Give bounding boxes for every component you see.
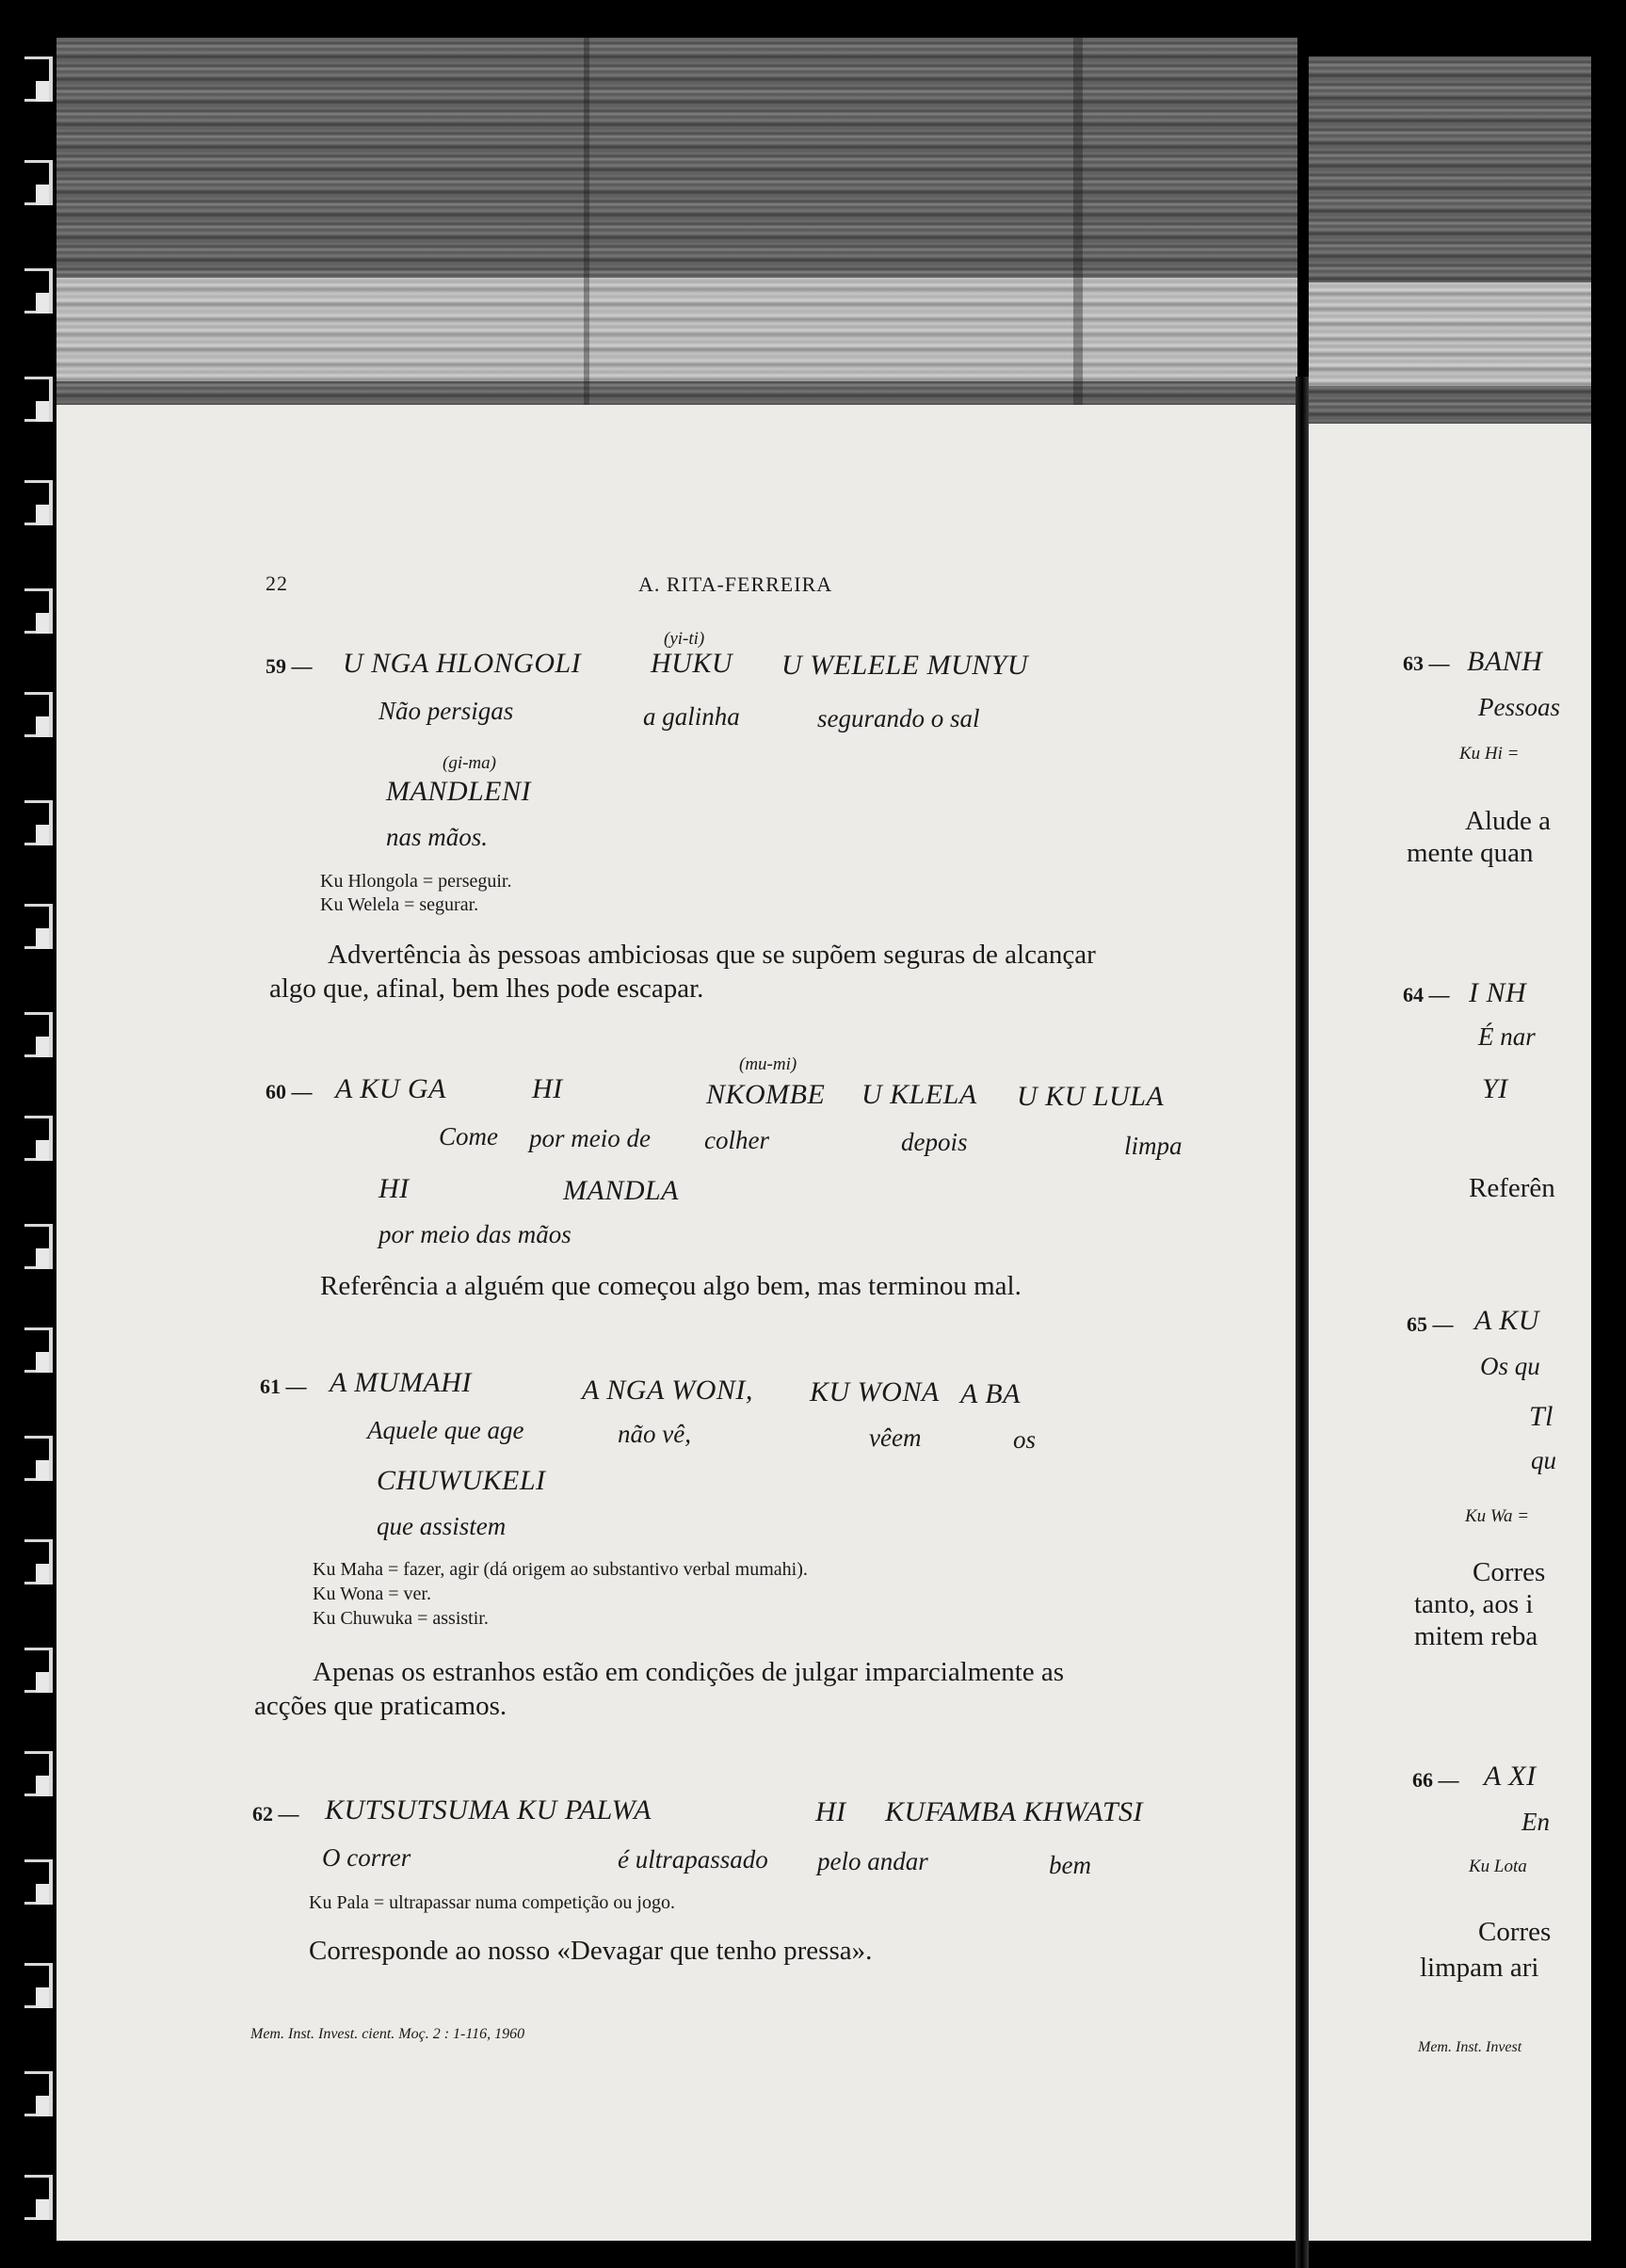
class-marker: (mu-mi) bbox=[739, 1054, 797, 1074]
scan-streak bbox=[584, 38, 589, 405]
commentary-line: Corresponde ao nosso «Devagar que tenho pressa». bbox=[309, 1936, 873, 1966]
fragment-text: Corres bbox=[1478, 1917, 1552, 1947]
binder-ring bbox=[24, 1539, 53, 1584]
commentary-line: acções que praticamos. bbox=[254, 1691, 507, 1721]
proverb-word: KU WONA bbox=[810, 1376, 940, 1407]
gloss-word: os bbox=[1013, 1425, 1037, 1454]
gloss-word: Não persigas bbox=[378, 697, 514, 725]
fragment-text: limpam ari bbox=[1420, 1953, 1539, 1983]
fragment-text: mitem reba bbox=[1414, 1621, 1538, 1651]
vocab-note: Ku Pala = ultrapassar numa competição ou jogo. bbox=[309, 1892, 675, 1913]
fragment-text: A XI bbox=[1484, 1761, 1537, 1792]
vocab-note: Ku Wona = ver. bbox=[313, 1584, 431, 1604]
binder-ring bbox=[24, 1859, 53, 1905]
binder-ring bbox=[24, 1116, 53, 1161]
fragment-text: Ku Wa = bbox=[1465, 1506, 1530, 1526]
proverb-word: MANDLENI bbox=[386, 776, 531, 807]
proverb-word: U KLELA bbox=[861, 1079, 977, 1110]
binder-ring bbox=[24, 1648, 53, 1693]
binder-ring bbox=[24, 1012, 53, 1057]
gloss-word: Aquele que age bbox=[367, 1416, 524, 1444]
fragment-text: tanto, aos i bbox=[1414, 1589, 1534, 1619]
fragment-text: Corres bbox=[1473, 1557, 1546, 1587]
proverb-word: A MUMAHI bbox=[330, 1367, 472, 1398]
entry-number: 62 — bbox=[252, 1802, 299, 1826]
proverb-word: KUFAMBA KHWATSI bbox=[885, 1796, 1144, 1827]
proverb-word: KUTSUTSUMA KU PALWA bbox=[325, 1794, 652, 1826]
gloss-word: bem bbox=[1049, 1851, 1091, 1879]
class-marker: (gi-ma) bbox=[443, 753, 496, 773]
scan-streak bbox=[1073, 38, 1083, 405]
binder-ring bbox=[24, 1224, 53, 1269]
vocab-note: Ku Chuwuka = assistir. bbox=[313, 1608, 489, 1629]
page-number: 22 bbox=[266, 571, 288, 595]
binder-ring bbox=[24, 1751, 53, 1796]
gloss-word: nas mãos. bbox=[386, 823, 489, 851]
binder-ring bbox=[24, 1327, 53, 1373]
commentary-line: Apenas os estranhos estão em condições de julgar imparcialmente as bbox=[313, 1657, 1065, 1687]
proverb-word: A NGA WONI, bbox=[582, 1375, 753, 1406]
fragment-text: Os qu bbox=[1480, 1352, 1540, 1380]
fragment-text: mente quan bbox=[1407, 838, 1534, 868]
gloss-word: por meio de bbox=[529, 1124, 651, 1152]
entry-number: 61 — bbox=[260, 1375, 307, 1398]
gloss-word: Come bbox=[439, 1122, 498, 1150]
vocab-note: Ku Hlongola = perseguir. bbox=[320, 871, 512, 892]
fragment-text: Tl bbox=[1529, 1401, 1554, 1432]
gloss-word: colher bbox=[704, 1126, 769, 1154]
scan-banner-streaks bbox=[1309, 282, 1591, 386]
gloss-word: não vê, bbox=[618, 1420, 691, 1448]
binder-ring bbox=[24, 480, 53, 525]
commentary-line: algo que, afinal, bem lhes pode escapar. bbox=[269, 973, 704, 1004]
proverb-word: CHUWUKELI bbox=[377, 1465, 546, 1496]
binder-ring bbox=[24, 160, 53, 205]
binder-ring bbox=[24, 692, 53, 737]
fragment-text: BANH bbox=[1467, 646, 1543, 677]
gloss-word: a galinha bbox=[643, 702, 740, 731]
vocab-note: Ku Welela = segurar. bbox=[320, 894, 479, 915]
fragment-text: YI bbox=[1482, 1073, 1508, 1104]
fragment-text: En bbox=[1521, 1808, 1550, 1836]
commentary-line: Advertência às pessoas ambiciosas que se supõem seguras de alcançar bbox=[328, 940, 1096, 970]
fragment-text: I NH bbox=[1469, 977, 1527, 1008]
class-marker: (yi-ti) bbox=[664, 629, 705, 649]
fragment-text: Ku Lota bbox=[1469, 1857, 1527, 1876]
gloss-word: segurando o sal bbox=[817, 704, 980, 732]
proverb-word: HI bbox=[532, 1073, 563, 1104]
proverb-word: HI bbox=[815, 1796, 846, 1827]
binder-ring bbox=[24, 56, 53, 102]
proverb-word: U WELELE MUNYU bbox=[781, 650, 1029, 681]
fragment-text: Ku Hi = bbox=[1459, 744, 1520, 764]
proverb-word: NKOMBE bbox=[706, 1079, 826, 1110]
gloss-word: que assistem bbox=[377, 1512, 507, 1540]
proverb-word: A BA bbox=[960, 1378, 1021, 1409]
proverb-word: U NGA HLONGOLI bbox=[343, 648, 582, 679]
vocab-note: Ku Maha = fazer, agir (dá origem ao substantivo verbal mumahi). bbox=[313, 1559, 808, 1580]
binder-ring bbox=[24, 1963, 53, 2008]
binder-ring bbox=[24, 377, 53, 422]
entry-number: 65 — bbox=[1407, 1312, 1454, 1336]
fragment-text: Alude a bbox=[1465, 806, 1551, 836]
entry-number: 66 — bbox=[1412, 1768, 1459, 1792]
fragment-text: Pessoas bbox=[1478, 693, 1560, 721]
left-page bbox=[56, 38, 1297, 2241]
scan-banner-streaks bbox=[56, 278, 1297, 381]
commentary-line: Referência a alguém que começou algo bem, mas terminou mal. bbox=[320, 1271, 1022, 1301]
binder-ring bbox=[24, 2175, 53, 2220]
gloss-word: pelo andar bbox=[817, 1847, 928, 1875]
fragment-text: qu bbox=[1531, 1446, 1556, 1474]
gloss-word: limpa bbox=[1124, 1132, 1183, 1160]
page-footer: Mem. Inst. Invest. cient. Moç. 2 : 1-116, 1960 bbox=[250, 2026, 525, 2042]
binder-ring bbox=[24, 800, 53, 845]
binder-ring bbox=[24, 904, 53, 949]
gloss-word: é ultrapassado bbox=[618, 1845, 768, 1874]
entry-number: 63 — bbox=[1403, 651, 1450, 675]
gloss-word: por meio das mãos bbox=[378, 1220, 572, 1248]
proverb-word: HUKU bbox=[651, 648, 733, 679]
page-fold bbox=[1296, 377, 1309, 2268]
proverb-word: U KU LULA bbox=[1017, 1081, 1165, 1112]
gloss-word: O correr bbox=[322, 1843, 411, 1872]
entry-number: 60 — bbox=[266, 1080, 313, 1103]
proverb-word: HI bbox=[378, 1173, 410, 1204]
gloss-word: vêem bbox=[869, 1424, 922, 1452]
right-page bbox=[1309, 56, 1591, 2241]
binder-ring bbox=[24, 2071, 53, 2116]
binder-ring bbox=[24, 1436, 53, 1481]
proverb-word: MANDLA bbox=[563, 1175, 679, 1206]
gloss-word: depois bbox=[901, 1128, 968, 1156]
running-head: A. RITA-FERREIRA bbox=[638, 572, 833, 596]
page-footer: Mem. Inst. Invest bbox=[1418, 2039, 1522, 2055]
binder-ring bbox=[24, 268, 53, 314]
binder-ring bbox=[24, 588, 53, 634]
fragment-text: Referên bbox=[1469, 1173, 1555, 1203]
fragment-text: A KU bbox=[1474, 1305, 1539, 1336]
entry-number: 64 — bbox=[1403, 983, 1450, 1006]
fragment-text: É nar bbox=[1478, 1022, 1536, 1051]
entry-number: 59 — bbox=[266, 654, 313, 678]
proverb-word: A KU GA bbox=[335, 1073, 446, 1104]
